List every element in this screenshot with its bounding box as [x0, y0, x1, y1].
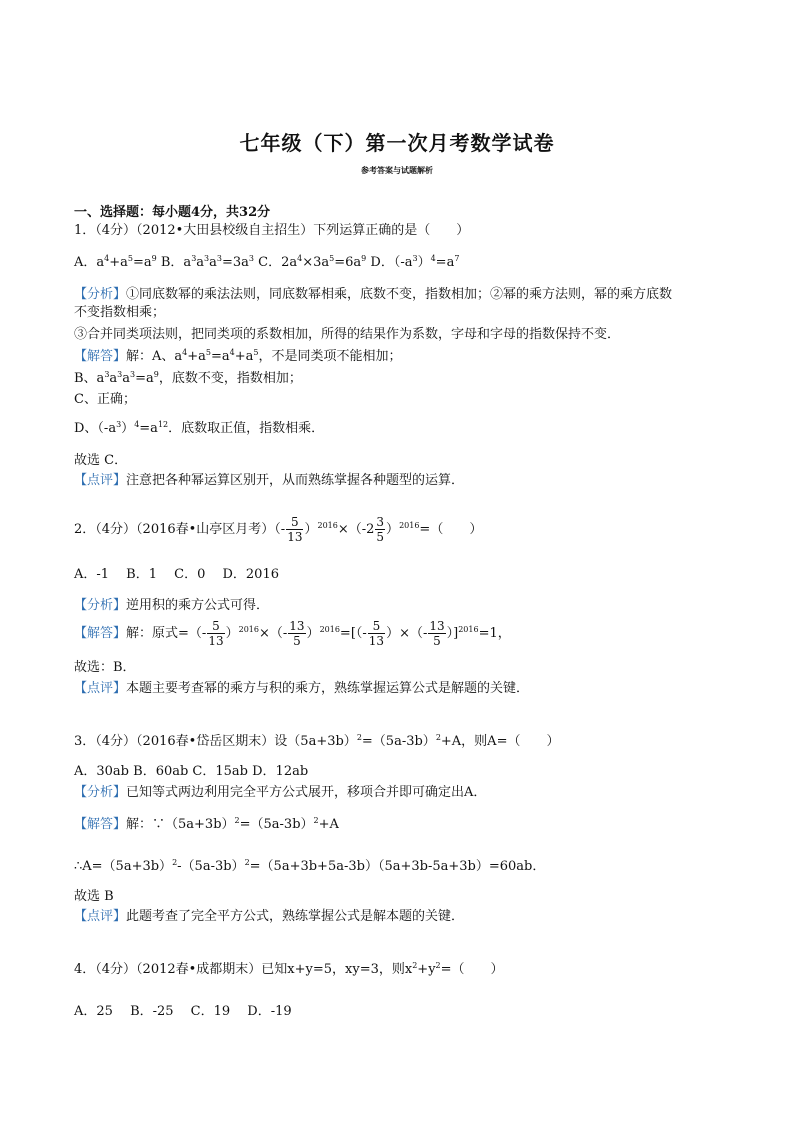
comment-tag: 【点评】 [74, 681, 127, 696]
q1-answer-a: 【解答】解：A、$a^4+a^5=a^4+a^5$，不是同类项不能相加； [74, 348, 402, 364]
q3-answer: 【解答】解：$\because(5a+3b)^2=(5a-3b)^2+A$ [74, 816, 339, 832]
q2-options: A．-1 B．1 C．0 D．2016 [74, 567, 279, 582]
fraction: $\frac{13}{5}$ [289, 619, 305, 648]
q1-analysis-rule: ③合并同类项法则，把同类项的系数相加，所得的结果作为系数，字母和字母的指数保持不变． [74, 327, 621, 342]
page-subtitle: 参考答案与试题解析 [361, 165, 433, 175]
q2-answer: 【解答】解：原式=（- $\frac{5}{13}$ ）$^{2016}$×（- $\frac{13}{5}$ ）$^{2016}$=[（- $\frac{5}{13}$ ）×（- $\frac{13}{5}$ ）]$^{2016}$=1， [74, 619, 511, 648]
comment-tag: 【点评】 [74, 473, 127, 488]
comment-tag: 【点评】 [74, 909, 127, 924]
q2-choice: 故选：B． [74, 660, 136, 675]
analysis-tag: 【分析】 [74, 598, 127, 613]
q2-comment: 【点评】本题主要考查幂的乘方与积的乘方，熟练掌握运算公式是解题的关键． [74, 681, 530, 696]
q2-stem: 2．（4分）（2016春•山亭区月考）（- $\frac{5}{13}$ ）$^{2016}$×（-2 $\frac{3}{5}$ ）$^{2016}$=（ ） [74, 515, 483, 544]
page-title: 七年级（下）第一次月考数学试卷 [239, 131, 555, 155]
q1-answer-b: B、$a^3a^3a^3=a^9$，底数不变，指数相加； [74, 370, 302, 386]
q4-options: A．25 B．-25 C．19 D．-19 [74, 1004, 292, 1019]
q1-stem: 1．（4分）（2012•大田县校级自主招生）下列运算正确的是（ ） [74, 223, 470, 238]
q1-choice: 故选 C． [74, 453, 128, 468]
q3-analysis: 【分析】已知等式两边利用完全平方公式展开，移项合并即可确定出A． [74, 785, 487, 800]
q1-comment: 【点评】注意把各种幂运算区别开，从而熟练掌握各种题型的运算． [74, 473, 465, 488]
q3-options: A．30ab B．60ab C．15ab D．12ab [74, 764, 309, 779]
q3-stem: 3．（4分）（2016春•岱岳区期末）设$(5a+3b)^2=(5a-3b)^2+A$，则A=（ ） [74, 733, 560, 749]
fraction: $\frac{5}{13}$ [287, 515, 303, 544]
q3-choice: 故选 B [74, 889, 114, 904]
fraction: $\frac{3}{5}$ [376, 515, 385, 544]
q1-analysis: 【分析】①同底数幂的乘法法则，同底数幂相乘，底数不变，指数相加；②幂的乘方法则，幂的乘方底数 [74, 287, 673, 302]
q3-solution: $\therefore A=(5a+3b)^2-(5a-3b)^2=(5a+3b+5a-3b)(5a+3b-5a+3b)=60ab$． [74, 858, 546, 874]
q3-comment: 【点评】此题考查了完全平方公式，熟练掌握公式是解本题的关键． [74, 909, 465, 924]
analysis-tag: 【分析】 [74, 287, 127, 302]
q4-stem: 4．（4分）（2012春•成都期末）已知x+y=5，xy=3，则$x^2+y^2=$（ ） [74, 961, 504, 977]
q1-analysis-cont: 不变指数相乘； [74, 305, 166, 320]
analysis-tag: 【分析】 [74, 785, 127, 800]
q1-options: A．$a^4+a^5=a^9$ B．$a^3a^3a^3=3a^3$ C．$2a^4\times 3a^5=6a^9$ D．$(-a^3)^4=a^7$ [74, 254, 460, 270]
fraction: $\frac{13}{5}$ [429, 619, 445, 648]
answer-tag: 【解答】 [74, 349, 127, 364]
answer-tag: 【解答】 [74, 626, 127, 641]
q1-answer-c: C、正确； [74, 392, 136, 407]
q1-answer-d: D、$(-a^3)^4=a^{12}$．底数取正值，指数相乘． [74, 420, 325, 436]
section-heading: 一、选择题：每小题4分，共32分 [74, 205, 271, 220]
answer-tag: 【解答】 [74, 817, 127, 832]
fraction: $\frac{5}{13}$ [368, 619, 385, 648]
q2-analysis: 【分析】逆用积的乘方公式可得． [74, 598, 270, 613]
fraction: $\frac{5}{13}$ [208, 619, 224, 648]
